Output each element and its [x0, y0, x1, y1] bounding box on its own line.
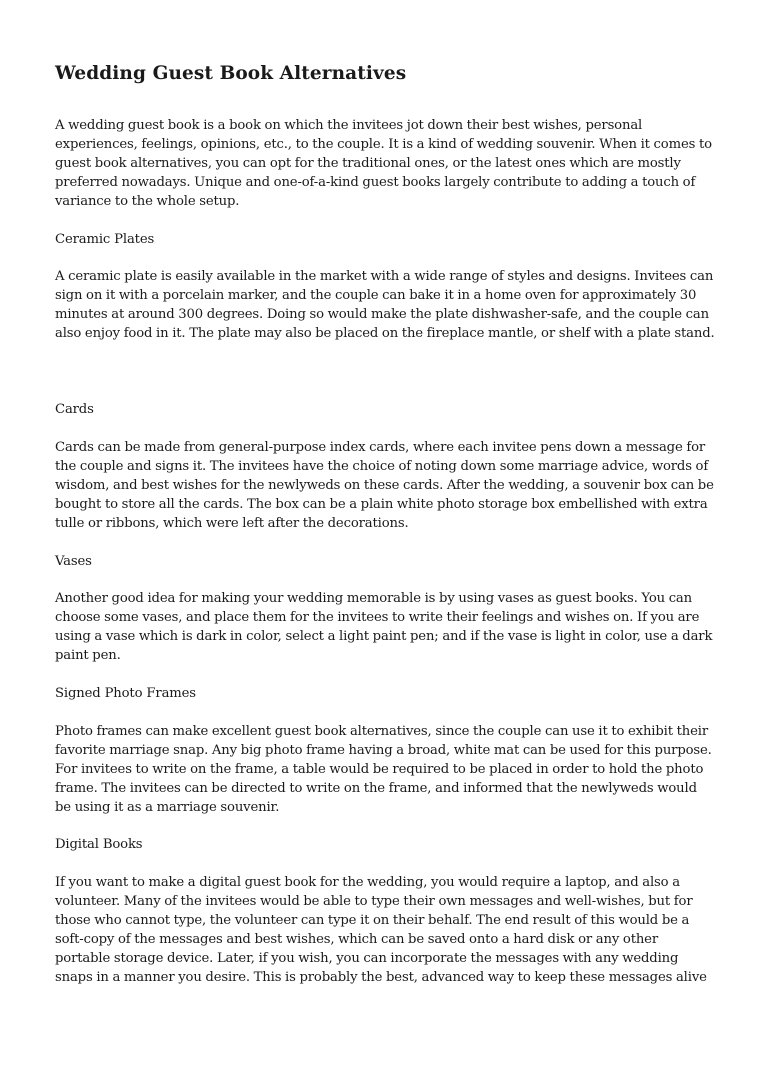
section-body-ceramic-plates: A ceramic plate is easily available in the market with a wide range of styles and designs. Invitees can sign on it with a porcelain marker, and the couple can bake it in a home oven for approximately 30 minutes at around 300 degrees. Doing so would make the plate dishwasher-safe, and the couple can also enjoy food in it. The plate may also be placed on the fireplace mantle, or shelf with a plate stand. [55, 269, 715, 342]
document-page [55, 62, 715, 1007]
section-body-vases: Another good idea for making your wedding memorable is by using vases as guest books. You can choose some vases, and place them for the invitees to write their feelings and wishes on. If you are using a vase which is dark in color, select a light paint pen; and if the vase is light in color, use a dark paint pen. [55, 591, 713, 664]
section-heading-ceramic-plates: Ceramic Plates [55, 231, 155, 247]
section-body-cards: Cards can be made from general-purpose index cards, where each invitee pens down a message for the couple and signs it. The invitees have the choice of noting down some marriage advice, words of wisdom, and best wishes for the newlyweds on these cards. After the wedding, a souvenir box can be bought to store all the cards. The box can be a plain white photo storage box embellished with extra tulle or ribbons, which were left after the decorations. [55, 439, 714, 531]
blank-spacer [55, 363, 715, 401]
section-body-signed-photo-frames: Photo frames can make excellent guest book alternatives, since the couple can use it to exhibit their favorite marriage snap. Any big photo frame having a broad, white mat can be used for this purpose. For invitees to write on the frame, a table would be required to be placed in order to hold the photo frame. The invitees can be directed to write on the frame, and informed that the newlyweds would be using it as a marriage souvenir. [55, 723, 712, 815]
section-heading-cards: Cards [55, 402, 94, 418]
intro-paragraph: A wedding guest book is a book on which the invitees jot down their best wishes, personal experiences, feelings, opinions, etc., to the couple. It is a kind of wedding souvenir. When it comes to guest book alternatives, you can opt for the traditional ones, or the latest ones which are mostly preferred nowadays. Unique and one-of-a-kind guest books largely contribute to adding a touch of variance to the whole setup. [55, 118, 712, 209]
section-heading-vases: Vases [55, 553, 92, 569]
section-heading-signed-photo-frames: Signed Photo Frames [55, 686, 196, 702]
section-body-digital-books: If you want to make a digital guest book for the wedding, you would require a laptop, and also a volunteer. Many of the invitees would be able to type their own messages and well-wishes, but for those who cannot type, the volunteer can type it on their behalf. The end result of this would be a soft-copy of the messages and best wishes, which can be saved onto a hard disk or any other portable storage device. Later, if you wish, you can incorporate the messages with any wedding snaps in a manner you desire. This is probably the best, advanced way to keep these messages alive [55, 875, 707, 985]
section-heading-digital-books: Digital Books [55, 837, 143, 853]
document-title: Wedding Guest Book Alternatives [55, 63, 407, 84]
